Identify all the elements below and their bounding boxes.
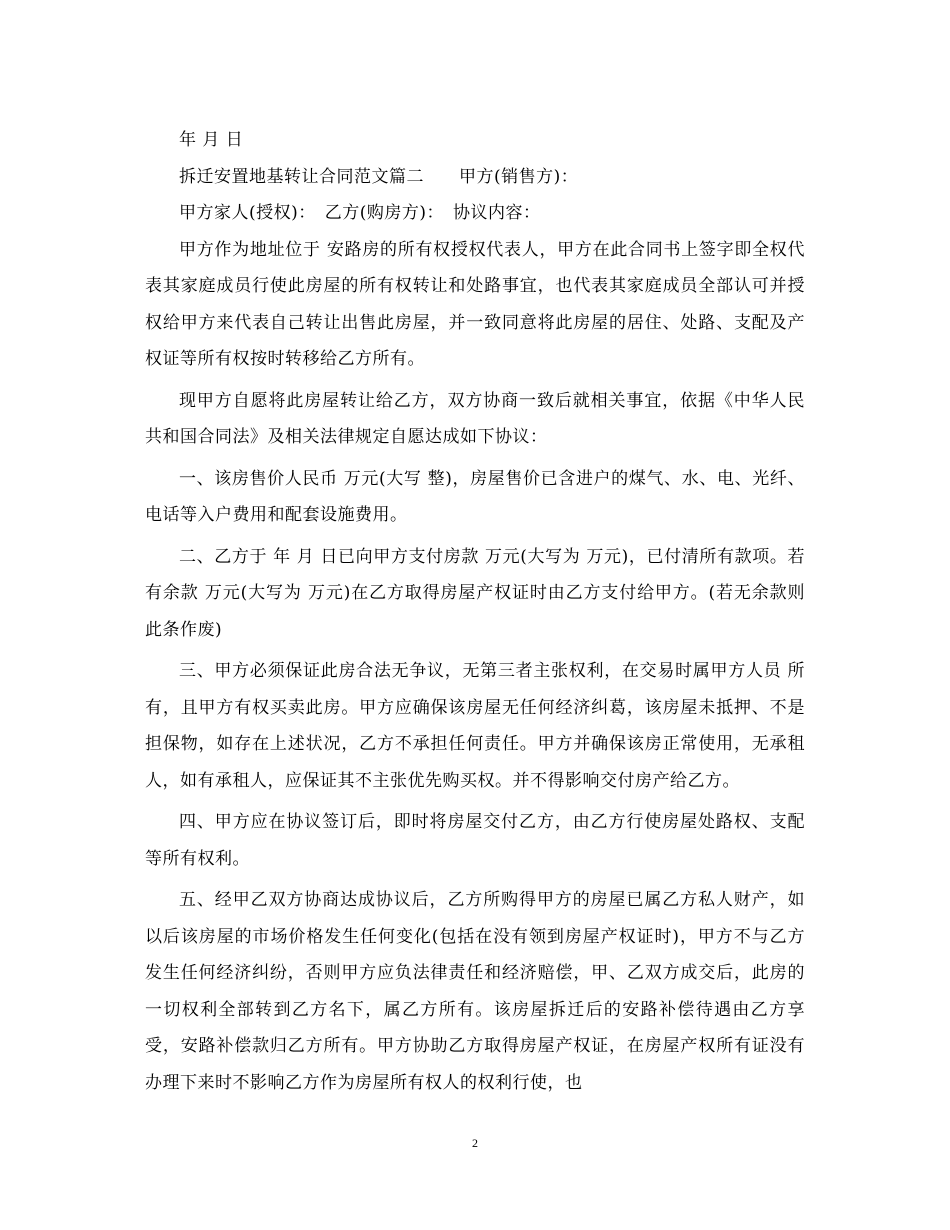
clause-4-delivery: 四、甲方应在协议签订后，即时将房屋交付乙方，由乙方行使房屋处路权、支配等所有权利。 <box>145 812 805 869</box>
document-body <box>145 122 805 1106</box>
paragraph-authorization: 甲方作为地址位于 安路房的所有权授权代表人，甲方在此合同书上签字即全权代表其家庭成员行使此房屋的所有权转让和处路事宜，也代表其家庭成员全部认可并授权给甲方来代表自己转让出售此房屋，并一致同意将此房屋的居住、处路、支配及产权证等所有权按时转移给乙方所有。 <box>145 239 805 369</box>
clause-3-guarantee: 三、甲方必须保证此房合法无争议，无第三者主张权利，在交易时属甲方人员 所有，且甲方有权买卖此房。甲方应确保该房屋无任何经济纠葛，该房屋未抵押、不是担保物，如存在上述状况，乙方不承担任何责任。甲方并确保该房正常使用，无承租人，如有承租人，应保证其不主张优先购买权。并不得影响交付房产给乙方。 <box>145 661 805 791</box>
contract-title-line: 拆迁安置地基转让合同范文篇二 甲方(销售方)： <box>179 166 579 187</box>
page-number: 2 <box>472 1136 478 1150</box>
parties-line: 甲方家人(授权)： 乙方(购房方)： 协议内容： <box>179 203 541 223</box>
clause-5-ownership: 五、经甲乙双方协商达成协议后，乙方所购得甲方的房屋已属乙方私人财产，如以后该房屋的市场价格发生任何变化(包括在没有领到房屋产权证时)，甲方不与乙方发生任何经济纠纷，否则甲方应负法律责任和经济赔偿，甲、乙双方成交后，此房的一切权利全部转到乙方名下，属乙方所有。该房屋拆迁后的安路补偿待遇由乙方享受，安路补偿款归乙方所有。甲方协助乙方取得房屋产权证，在房屋产权所有证没有办理下来时不影响乙方作为房屋所有权人的权利行使，也 <box>145 890 805 1093</box>
clause-2-payment: 二、乙方于 年 月 日已向甲方支付房款 万元(大写为 万元)，已付清所有款项。若有余款 万元(大写为 万元)在乙方取得房屋产权证时由乙方支付给甲方。(若无余款则此条作废) <box>145 546 805 640</box>
date-line: 年 月 日 <box>179 130 244 150</box>
paragraph-agreement-basis: 现甲方自愿将此房屋转让给乙方，双方协商一致后就相关事宜，依据《中华人民共和国合同法》及相关法律规定自愿达成如下协议： <box>145 390 805 447</box>
clause-1-price: 一、该房售价人民币 万元(大写 整)，房屋售价已含进户的煤气、水、电、光纤、电话等入户费用和配套设施费用。 <box>145 468 805 525</box>
